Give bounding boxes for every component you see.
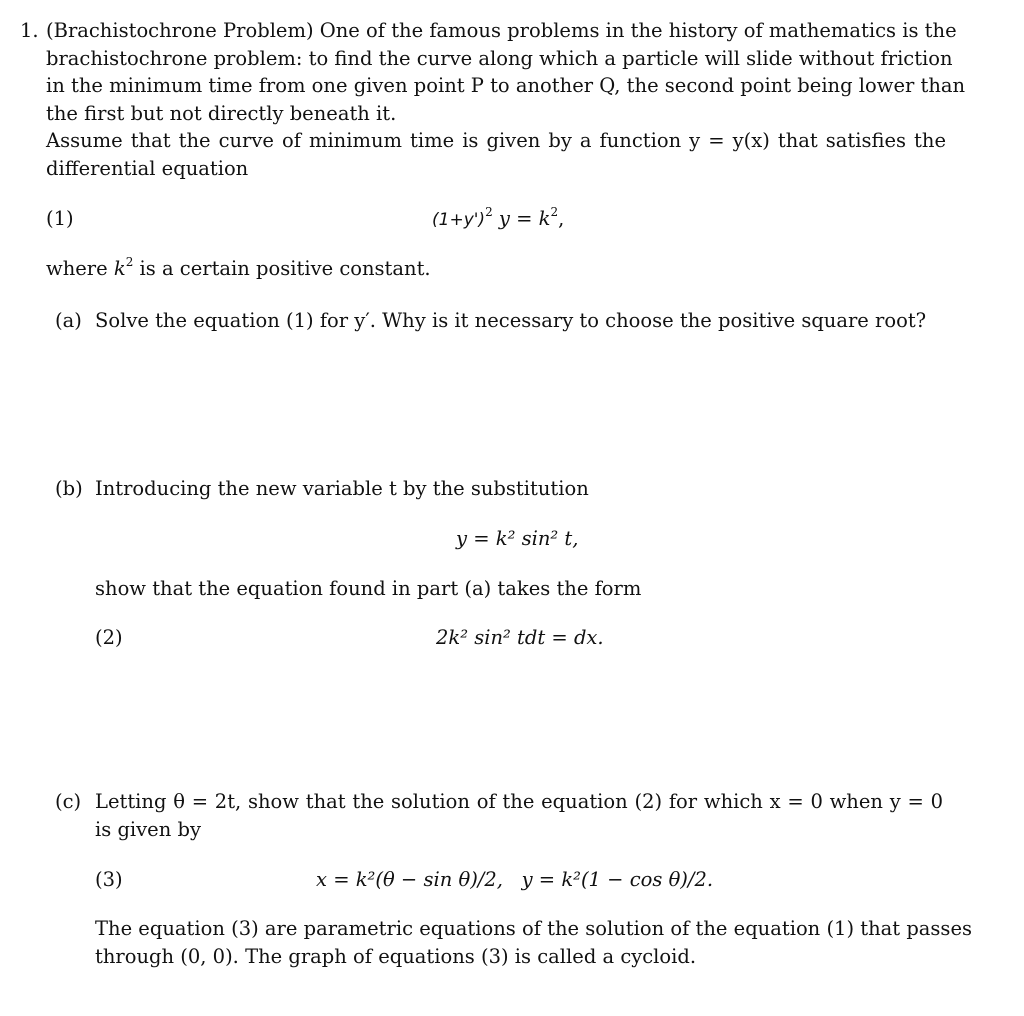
where-line xyxy=(46,255,431,283)
eq1-equation xyxy=(432,205,564,235)
where-exponent: 2 xyxy=(125,254,134,269)
eq2-label: (2) xyxy=(95,626,123,649)
intro-paragraph xyxy=(46,17,966,127)
part-b-substitution: y = k² sin² t, xyxy=(456,527,579,550)
part-a-text: Solve the equation (1) for y′. Why is it necessary to choose the positive square root? xyxy=(95,309,927,332)
eq1-label: (1) xyxy=(46,207,74,230)
closing-line: through (0, 0). The graph of equations (3) is called a cycloid. xyxy=(95,944,697,968)
eq1-tail: , xyxy=(558,207,565,230)
eq1-lhs: (1+y') xyxy=(432,210,486,230)
closing-line: The equation (3) are parametric equations of the solution of the equation (1) that passes xyxy=(95,917,972,940)
where-after: is a certain positive constant. xyxy=(133,257,431,280)
eq3-label: (3) xyxy=(95,868,123,891)
assume-line: Assume that the curve of minimum time is given by a function y = y(x) that satisfies the xyxy=(46,129,946,152)
where-before: where xyxy=(46,257,114,280)
intro-line: brachistochrone problem: to find the curve along which a particle will slide without friction xyxy=(46,46,953,70)
eq1-rhs: y = k xyxy=(498,207,551,230)
part-c-label: (c) xyxy=(55,790,82,813)
part-b-text: Introducing the new variable t by the substitution xyxy=(95,477,589,500)
part-c-line: Letting θ = 2t, show that the solution of the equation (2) for which x = 0 when y = 0 xyxy=(95,790,943,813)
assume-line: differential equation xyxy=(46,156,249,180)
eq3-equation: x = k²(θ − sin θ)/2, y = k²(1 − cos θ)/2. xyxy=(316,868,714,891)
intro-line: (Brachistochrone Problem) One of the famous problems in the history of mathematics is the xyxy=(46,19,957,42)
eq1-lhs-exponent: 2 xyxy=(485,204,493,219)
intro-line: in the minimum time from one given point P to another Q, the second point being lower than xyxy=(46,74,966,97)
where-k: k xyxy=(113,257,126,280)
part-b-show-text: show that the equation found in part (a) takes the form xyxy=(95,577,642,600)
eq2-equation: 2k² sin² tdt = dx. xyxy=(436,626,604,649)
intro-line: the first but not directly beneath it. xyxy=(46,101,397,125)
closing-paragraph xyxy=(95,915,972,970)
assume-paragraph xyxy=(46,127,946,182)
eq1-rhs-exponent: 2 xyxy=(550,204,559,219)
part-b-label: (b) xyxy=(55,477,83,500)
part-a-label: (a) xyxy=(55,309,82,332)
part-c-paragraph xyxy=(95,788,943,843)
part-c-line: is given by xyxy=(95,817,201,841)
problem-number: 1. xyxy=(20,19,39,42)
